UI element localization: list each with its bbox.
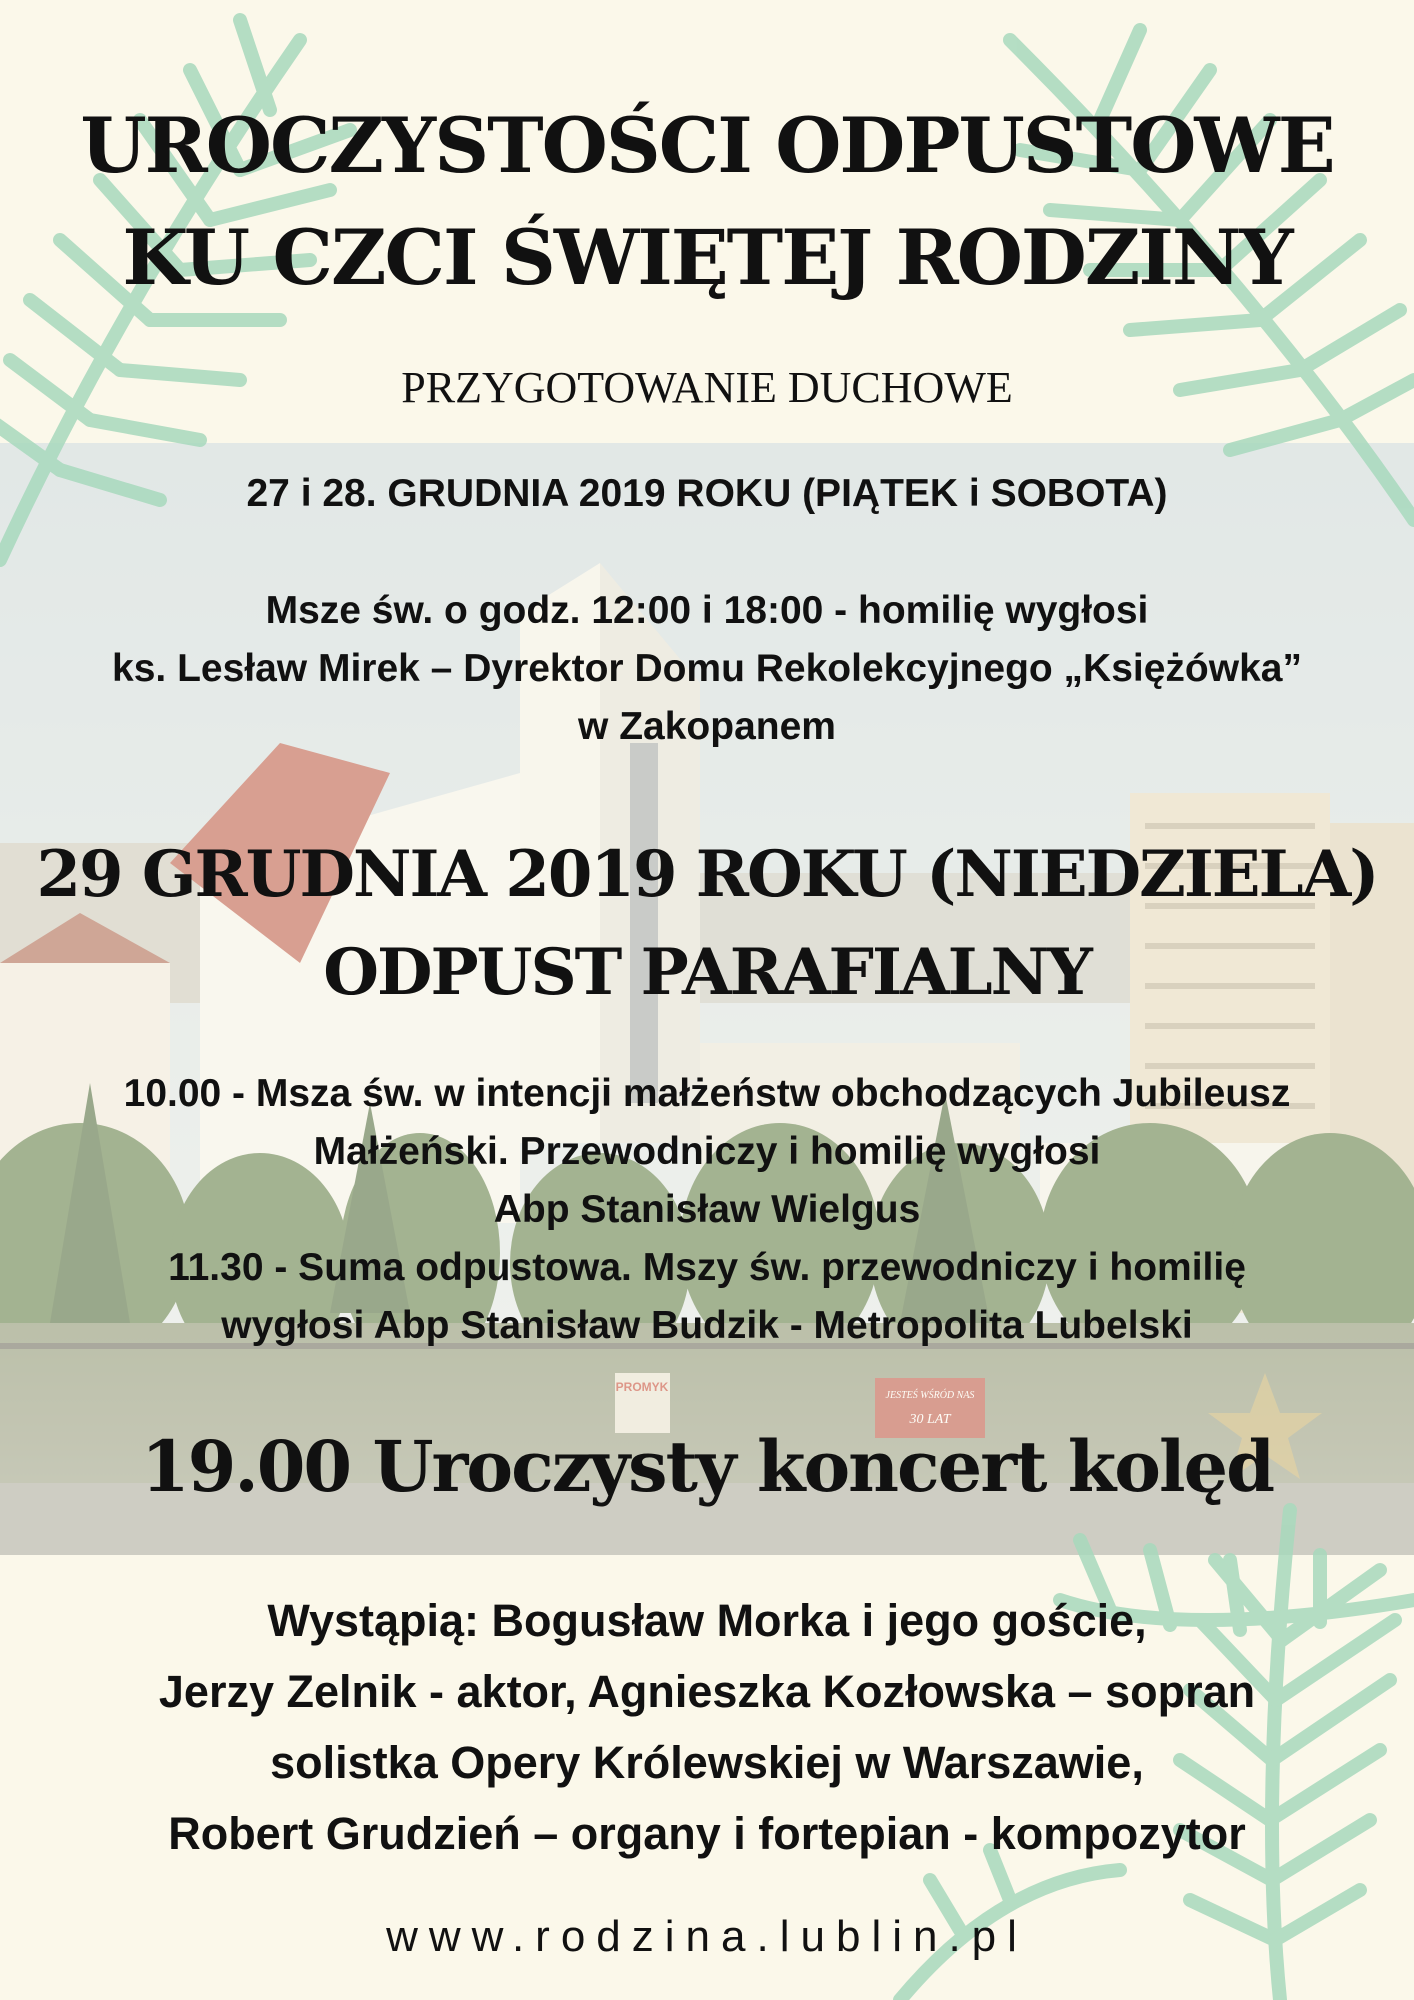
performers-line-3: solistka Opery Królewskiej w Warszawie,	[270, 1737, 1144, 1788]
preparation-details	[0, 582, 1414, 756]
main-title	[0, 90, 1414, 314]
title-line-2: KU CZCI ŚWIĘTEJ RODZINY	[122, 213, 1292, 302]
concert-heading: 19.00 Uroczysty koncert kolęd	[140, 1425, 1274, 1508]
feast-schedule	[0, 1065, 1414, 1355]
feast-date: 29 GRUDNIA 2019 ROKU (NIEDZIELA)	[36, 837, 1378, 912]
performers-line-4: Robert Grudzień – organy i fortepian - kompozytor	[168, 1808, 1246, 1859]
preparation-line-3: w Zakopanem	[578, 705, 836, 748]
concert-performers	[0, 1585, 1414, 1869]
schedule-line-4: 11.30 - Suma odpustowa. Mszy św. przewodniczy i homilię	[168, 1246, 1246, 1289]
feast-heading	[0, 826, 1414, 1022]
performers-line-1: Wystąpią: Bogusław Morka i jego goście,	[267, 1595, 1147, 1646]
schedule-line-1: 10.00 - Msza św. w intencji małżeństw obchodzących Jubileusz	[123, 1072, 1291, 1115]
schedule-line-5: wygłosi Abp Stanisław Budzik - Metropolita Lubelski	[221, 1304, 1193, 1347]
preparation-dates: 27 i 28. GRUDNIA 2019 ROKU (PIĄTEK i SOBOTA)	[246, 472, 1168, 515]
schedule-line-3: Abp Stanisław Wielgus	[493, 1188, 921, 1231]
billboard-years: 30 LAT	[909, 1412, 951, 1427]
feast-title: ODPUST PARAFIALNY	[323, 935, 1091, 1010]
billboard-slogan: JESTEŚ WŚRÓD NAS	[885, 1390, 975, 1401]
website-link[interactable]: www.rodzina.lublin.pl	[386, 1912, 1028, 1961]
billboard-promyk: PROMYK	[615, 1380, 669, 1394]
performers-line-2: Jerzy Zelnik - aktor, Agnieszka Kozłowska – sopran	[158, 1666, 1256, 1717]
preparation-heading: PRZYGOTOWANIE DUCHOWE	[401, 363, 1013, 412]
schedule-line-2: Małżeński. Przewodniczy i homilię wygłosi	[313, 1130, 1101, 1173]
title-line-1: UROCZYSTOŚCI ODPUSTOWE	[80, 101, 1334, 190]
preparation-line-1: Msze św. o godz. 12:00 i 18:00 - homilię wygłosi	[265, 589, 1149, 632]
preparation-line-2: ks. Lesław Mirek – Dyrektor Domu Rekolekcyjnego „Księżówka”	[112, 647, 1302, 690]
